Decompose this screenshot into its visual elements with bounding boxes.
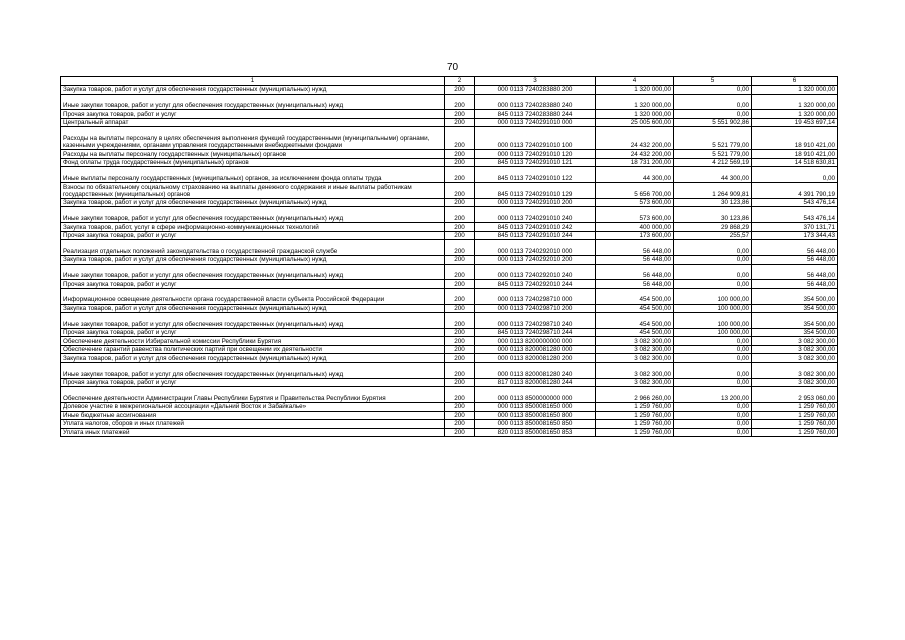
row-code: 200 bbox=[445, 378, 475, 387]
table-row bbox=[61, 110, 838, 119]
row-executed-amount: 5 521 779,00 bbox=[674, 127, 752, 150]
column-header: 4 bbox=[596, 77, 674, 86]
row-code: 200 bbox=[445, 387, 475, 403]
table-row bbox=[61, 328, 838, 337]
table-row bbox=[61, 313, 838, 329]
row-approved-amount: 1 320 000,00 bbox=[596, 110, 674, 119]
row-remaining-amount: 354 500,00 bbox=[752, 304, 838, 313]
row-classification-code: 845 0113 7240283880 244 bbox=[475, 110, 596, 119]
row-name: Закупка товаров, работ и услуг для обеспечения государственных (муниципальных) нужд bbox=[61, 304, 445, 313]
row-classification-code: 000 0113 7240291010 240 bbox=[475, 207, 596, 223]
row-classification-code: 000 0113 7240298710 200 bbox=[475, 304, 596, 313]
row-classification-code: 845 0113 7240291010 122 bbox=[475, 167, 596, 183]
row-remaining-amount: 18 910 421,00 bbox=[752, 127, 838, 150]
row-executed-amount: 0,00 bbox=[674, 378, 752, 387]
row-remaining-amount: 1 259 760,00 bbox=[752, 411, 838, 420]
row-executed-amount: 100 000,00 bbox=[674, 328, 752, 337]
table-row bbox=[61, 280, 838, 289]
table-row bbox=[61, 223, 838, 232]
row-name: Закупка товаров, работ и услуг для обеспечения государственных (муниципальных) нужд bbox=[61, 354, 445, 363]
row-classification-code: 845 0113 7240298710 244 bbox=[475, 328, 596, 337]
row-name: Обеспечение деятельности Администрации Главы Республики Бурятия и Правительства Республики Бурятия bbox=[61, 387, 445, 403]
row-approved-amount: 3 082 300,00 bbox=[596, 337, 674, 346]
row-code: 200 bbox=[445, 223, 475, 232]
table-row bbox=[61, 264, 838, 280]
row-classification-code: 000 0113 7240298710 240 bbox=[475, 313, 596, 329]
row-classification-code: 000 0113 7240291010 000 bbox=[475, 118, 596, 127]
row-approved-amount: 1 259 760,00 bbox=[596, 420, 674, 429]
row-approved-amount: 3 082 300,00 bbox=[596, 345, 674, 354]
row-classification-code: 000 0113 8200081280 240 bbox=[475, 362, 596, 378]
row-approved-amount: 25 005 600,00 bbox=[596, 118, 674, 127]
row-approved-amount: 454 500,00 bbox=[596, 328, 674, 337]
row-name: Реализация отдельных положений законодательства о государственной гражданской службе bbox=[61, 240, 445, 256]
row-name: Прочая закупка товаров, работ и услуг bbox=[61, 110, 445, 119]
table-row bbox=[61, 150, 838, 159]
row-remaining-amount: 56 448,00 bbox=[752, 240, 838, 256]
row-name: Иные закупки товаров, работ и услуг для обеспечения государственных (муниципальных) нужд bbox=[61, 94, 445, 110]
row-approved-amount: 573 600,00 bbox=[596, 198, 674, 207]
row-name: Иные выплаты персоналу государственных (муниципальных) органов, за исключением фонда оплаты труда bbox=[61, 167, 445, 183]
row-classification-code: 000 0113 8200000000 000 bbox=[475, 337, 596, 346]
row-executed-amount: 100 000,00 bbox=[674, 288, 752, 304]
table-row bbox=[61, 304, 838, 313]
row-executed-amount: 255,57 bbox=[674, 231, 752, 240]
row-name: Долевое участие в межрегиональной ассоциации «Дальний Восток и Забайкалье» bbox=[61, 403, 445, 412]
row-executed-amount: 100 000,00 bbox=[674, 313, 752, 329]
row-remaining-amount: 173 344,43 bbox=[752, 231, 838, 240]
row-classification-code: 000 0113 8500000000 000 bbox=[475, 387, 596, 403]
row-code: 200 bbox=[445, 118, 475, 127]
row-approved-amount: 56 448,00 bbox=[596, 264, 674, 280]
row-code: 200 bbox=[445, 127, 475, 150]
table-row bbox=[61, 337, 838, 346]
row-code: 200 bbox=[445, 313, 475, 329]
row-remaining-amount: 2 953 060,00 bbox=[752, 387, 838, 403]
row-executed-amount: 0,00 bbox=[674, 403, 752, 412]
table-row bbox=[61, 387, 838, 403]
row-executed-amount: 0,00 bbox=[674, 86, 752, 95]
row-remaining-amount: 1 259 760,00 bbox=[752, 420, 838, 429]
row-remaining-amount: 3 082 300,00 bbox=[752, 354, 838, 363]
row-classification-code: 820 0113 8500081650 853 bbox=[475, 428, 596, 437]
row-code: 200 bbox=[445, 231, 475, 240]
row-remaining-amount: 56 448,00 bbox=[752, 264, 838, 280]
table-row bbox=[61, 403, 838, 412]
row-code: 200 bbox=[445, 354, 475, 363]
row-approved-amount: 454 500,00 bbox=[596, 304, 674, 313]
row-remaining-amount: 56 448,00 bbox=[752, 280, 838, 289]
row-executed-amount: 0,00 bbox=[674, 256, 752, 265]
table-row bbox=[61, 378, 838, 387]
row-executed-amount: 4 212 569,19 bbox=[674, 158, 752, 167]
column-header: 6 bbox=[752, 77, 838, 86]
row-name: Центральный аппарат bbox=[61, 118, 445, 127]
row-code: 200 bbox=[445, 167, 475, 183]
row-approved-amount: 24 432 200,00 bbox=[596, 127, 674, 150]
row-name: Обеспечение гарантий равенства политических партий при освещении их деятельности bbox=[61, 345, 445, 354]
row-classification-code: 000 0113 7240298710 000 bbox=[475, 288, 596, 304]
row-remaining-amount: 1 320 000,00 bbox=[752, 110, 838, 119]
row-name: Прочая закупка товаров, работ и услуг bbox=[61, 280, 445, 289]
table-row bbox=[61, 127, 838, 150]
row-approved-amount: 1 320 000,00 bbox=[596, 86, 674, 95]
row-approved-amount: 173 600,00 bbox=[596, 231, 674, 240]
row-code: 200 bbox=[445, 264, 475, 280]
page-number: 70 bbox=[446, 62, 459, 73]
row-classification-code: 845 0113 7240291010 244 bbox=[475, 231, 596, 240]
row-code: 200 bbox=[445, 328, 475, 337]
row-remaining-amount: 1 259 760,00 bbox=[752, 428, 838, 437]
row-remaining-amount: 1 259 760,00 bbox=[752, 403, 838, 412]
row-remaining-amount: 543 476,14 bbox=[752, 207, 838, 223]
row-executed-amount: 0,00 bbox=[674, 110, 752, 119]
row-classification-code: 000 0113 8500081650 000 bbox=[475, 403, 596, 412]
row-remaining-amount: 3 082 300,00 bbox=[752, 362, 838, 378]
table-row bbox=[61, 86, 838, 95]
row-remaining-amount: 370 131,71 bbox=[752, 223, 838, 232]
row-approved-amount: 400 000,00 bbox=[596, 223, 674, 232]
row-name: Прочая закупка товаров, работ и услуг bbox=[61, 231, 445, 240]
row-approved-amount: 1 320 000,00 bbox=[596, 94, 674, 110]
row-name: Иные закупки товаров, работ и услуг для обеспечения государственных (муниципальных) нужд bbox=[61, 313, 445, 329]
row-name: Закупка товаров, работ и услуг для обеспечения государственных (муниципальных) нужд bbox=[61, 256, 445, 265]
row-remaining-amount: 0,00 bbox=[752, 167, 838, 183]
row-remaining-amount: 354 500,00 bbox=[752, 328, 838, 337]
column-header: 5 bbox=[674, 77, 752, 86]
table-row bbox=[61, 240, 838, 256]
row-executed-amount: 0,00 bbox=[674, 240, 752, 256]
row-remaining-amount: 354 500,00 bbox=[752, 313, 838, 329]
column-header: 3 bbox=[475, 77, 596, 86]
table-row bbox=[61, 167, 838, 183]
row-code: 200 bbox=[445, 288, 475, 304]
table-row bbox=[61, 256, 838, 265]
row-code: 200 bbox=[445, 403, 475, 412]
row-code: 200 bbox=[445, 183, 475, 199]
row-remaining-amount: 3 082 300,00 bbox=[752, 378, 838, 387]
table-row bbox=[61, 207, 838, 223]
row-executed-amount: 100 000,00 bbox=[674, 304, 752, 313]
row-code: 200 bbox=[445, 150, 475, 159]
table-row bbox=[61, 94, 838, 110]
row-name: Прочая закупка товаров, работ и услуг bbox=[61, 378, 445, 387]
row-code: 200 bbox=[445, 362, 475, 378]
row-classification-code: 845 0113 7240292010 244 bbox=[475, 280, 596, 289]
row-classification-code: 000 0113 7240291010 100 bbox=[475, 127, 596, 150]
row-classification-code: 000 0113 7240291010 120 bbox=[475, 150, 596, 159]
row-code: 200 bbox=[445, 256, 475, 265]
row-executed-amount: 5 551 902,86 bbox=[674, 118, 752, 127]
row-code: 200 bbox=[445, 86, 475, 95]
row-approved-amount: 24 432 200,00 bbox=[596, 150, 674, 159]
row-executed-amount: 0,00 bbox=[674, 280, 752, 289]
row-code: 200 bbox=[445, 207, 475, 223]
row-remaining-amount: 1 320 000,00 bbox=[752, 94, 838, 110]
row-classification-code: 000 0113 8500081650 850 bbox=[475, 420, 596, 429]
row-name: Расходы на выплаты персоналу в целях обеспечения выполнения функций государственными (муниципальными) органами, казенными учреждениями, органами управления государственными внебюджетными фондами bbox=[61, 127, 445, 150]
row-remaining-amount: 56 448,00 bbox=[752, 256, 838, 265]
table-row bbox=[61, 288, 838, 304]
row-code: 200 bbox=[445, 345, 475, 354]
row-classification-code: 000 0113 7240292010 000 bbox=[475, 240, 596, 256]
table-row bbox=[61, 354, 838, 363]
row-approved-amount: 5 656 700,00 bbox=[596, 183, 674, 199]
budget-table bbox=[60, 76, 838, 437]
row-code: 200 bbox=[445, 337, 475, 346]
table-row bbox=[61, 231, 838, 240]
row-executed-amount: 30 123,86 bbox=[674, 207, 752, 223]
row-code: 200 bbox=[445, 158, 475, 167]
table-row bbox=[61, 362, 838, 378]
row-code: 200 bbox=[445, 110, 475, 119]
row-remaining-amount: 543 476,14 bbox=[752, 198, 838, 207]
row-executed-amount: 13 200,00 bbox=[674, 387, 752, 403]
table-row bbox=[61, 158, 838, 167]
row-executed-amount: 0,00 bbox=[674, 428, 752, 437]
row-code: 200 bbox=[445, 411, 475, 420]
row-approved-amount: 573 600,00 bbox=[596, 207, 674, 223]
row-name: Уплата иных платежей bbox=[61, 428, 445, 437]
row-classification-code: 000 0113 7240292010 240 bbox=[475, 264, 596, 280]
row-approved-amount: 1 259 760,00 bbox=[596, 411, 674, 420]
row-executed-amount: 0,00 bbox=[674, 264, 752, 280]
row-classification-code: 845 0113 7240291010 129 bbox=[475, 183, 596, 199]
column-header: 1 bbox=[61, 77, 445, 86]
row-classification-code: 000 0113 7240291010 200 bbox=[475, 198, 596, 207]
row-name: Уплата налогов, сборов и иных платежей bbox=[61, 420, 445, 429]
row-approved-amount: 44 300,00 bbox=[596, 167, 674, 183]
row-name: Прочая закупка товаров, работ и услуг bbox=[61, 328, 445, 337]
row-executed-amount: 5 521 779,00 bbox=[674, 150, 752, 159]
row-name: Закупка товаров, работ и услуг для обеспечения государственных (муниципальных) нужд bbox=[61, 198, 445, 207]
row-executed-amount: 1 264 909,81 bbox=[674, 183, 752, 199]
row-classification-code: 000 0113 7240292010 200 bbox=[475, 256, 596, 265]
row-classification-code: 845 0113 7240291010 242 bbox=[475, 223, 596, 232]
row-name: Фонд оплаты труда государственных (муниципальных) органов bbox=[61, 158, 445, 167]
row-approved-amount: 3 082 300,00 bbox=[596, 362, 674, 378]
row-approved-amount: 1 259 760,00 bbox=[596, 428, 674, 437]
row-executed-amount: 0,00 bbox=[674, 362, 752, 378]
table-row bbox=[61, 420, 838, 429]
table-row bbox=[61, 183, 838, 199]
row-executed-amount: 44 300,00 bbox=[674, 167, 752, 183]
row-code: 200 bbox=[445, 304, 475, 313]
row-executed-amount: 0,00 bbox=[674, 337, 752, 346]
row-approved-amount: 56 448,00 bbox=[596, 280, 674, 289]
row-approved-amount: 56 448,00 bbox=[596, 256, 674, 265]
row-approved-amount: 454 500,00 bbox=[596, 313, 674, 329]
row-code: 200 bbox=[445, 94, 475, 110]
row-code: 200 bbox=[445, 198, 475, 207]
row-executed-amount: 0,00 bbox=[674, 411, 752, 420]
header-row bbox=[61, 77, 838, 86]
table-row bbox=[61, 428, 838, 437]
row-classification-code: 000 0113 7240283880 200 bbox=[475, 86, 596, 95]
row-remaining-amount: 14 518 630,81 bbox=[752, 158, 838, 167]
row-classification-code: 000 0113 8500081650 800 bbox=[475, 411, 596, 420]
row-executed-amount: 0,00 bbox=[674, 94, 752, 110]
row-classification-code: 845 0113 7240291010 121 bbox=[475, 158, 596, 167]
row-approved-amount: 3 082 300,00 bbox=[596, 378, 674, 387]
row-executed-amount: 0,00 bbox=[674, 420, 752, 429]
row-name: Закупка товаров, работ, услуг в сфере информационно-коммуникационных технологий bbox=[61, 223, 445, 232]
row-classification-code: 000 0113 8200081280 200 bbox=[475, 354, 596, 363]
row-remaining-amount: 1 320 000,00 bbox=[752, 86, 838, 95]
row-classification-code: 000 0113 7240283880 240 bbox=[475, 94, 596, 110]
row-name: Закупка товаров, работ и услуг для обеспечения государственных (муниципальных) нужд bbox=[61, 86, 445, 95]
column-header: 2 bbox=[445, 77, 475, 86]
row-approved-amount: 2 966 260,00 bbox=[596, 387, 674, 403]
row-remaining-amount: 4 391 790,19 bbox=[752, 183, 838, 199]
table-row bbox=[61, 411, 838, 420]
row-executed-amount: 0,00 bbox=[674, 345, 752, 354]
row-classification-code: 817 0113 8200081280 244 bbox=[475, 378, 596, 387]
row-remaining-amount: 18 910 421,00 bbox=[752, 150, 838, 159]
row-name: Взносы по обязательному социальному страхованию на выплаты денежного содержания и иные выплаты работникам государственных (муниципальных) органов bbox=[61, 183, 445, 199]
row-name: Расходы на выплаты персоналу государственных (муниципальных) органов bbox=[61, 150, 445, 159]
table-row bbox=[61, 345, 838, 354]
row-remaining-amount: 354 500,00 bbox=[752, 288, 838, 304]
row-code: 200 bbox=[445, 420, 475, 429]
table-row bbox=[61, 198, 838, 207]
row-executed-amount: 0,00 bbox=[674, 354, 752, 363]
row-approved-amount: 454 500,00 bbox=[596, 288, 674, 304]
row-remaining-amount: 3 082 300,00 bbox=[752, 337, 838, 346]
row-name: Информационное освещение деятельности органа государственной власти субъекта Российской Федерации bbox=[61, 288, 445, 304]
row-name: Обеспечение деятельности Избирательной комиссии Республики Бурятия bbox=[61, 337, 445, 346]
row-remaining-amount: 3 082 300,00 bbox=[752, 345, 838, 354]
row-remaining-amount: 19 453 697,14 bbox=[752, 118, 838, 127]
row-code: 200 bbox=[445, 240, 475, 256]
row-name: Иные закупки товаров, работ и услуг для обеспечения государственных (муниципальных) нужд bbox=[61, 362, 445, 378]
row-approved-amount: 56 448,00 bbox=[596, 240, 674, 256]
row-classification-code: 000 0113 8200081280 000 bbox=[475, 345, 596, 354]
row-name: Иные закупки товаров, работ и услуг для обеспечения государственных (муниципальных) нужд bbox=[61, 264, 445, 280]
row-approved-amount: 1 259 760,00 bbox=[596, 403, 674, 412]
row-approved-amount: 18 731 200,00 bbox=[596, 158, 674, 167]
table-row bbox=[61, 118, 838, 127]
row-executed-amount: 30 123,86 bbox=[674, 198, 752, 207]
row-name: Иные закупки товаров, работ и услуг для обеспечения государственных (муниципальных) нужд bbox=[61, 207, 445, 223]
row-code: 200 bbox=[445, 280, 475, 289]
row-code: 200 bbox=[445, 428, 475, 437]
row-approved-amount: 3 082 300,00 bbox=[596, 354, 674, 363]
row-name: Иные бюджетные ассигнования bbox=[61, 411, 445, 420]
row-executed-amount: 29 868,29 bbox=[674, 223, 752, 232]
